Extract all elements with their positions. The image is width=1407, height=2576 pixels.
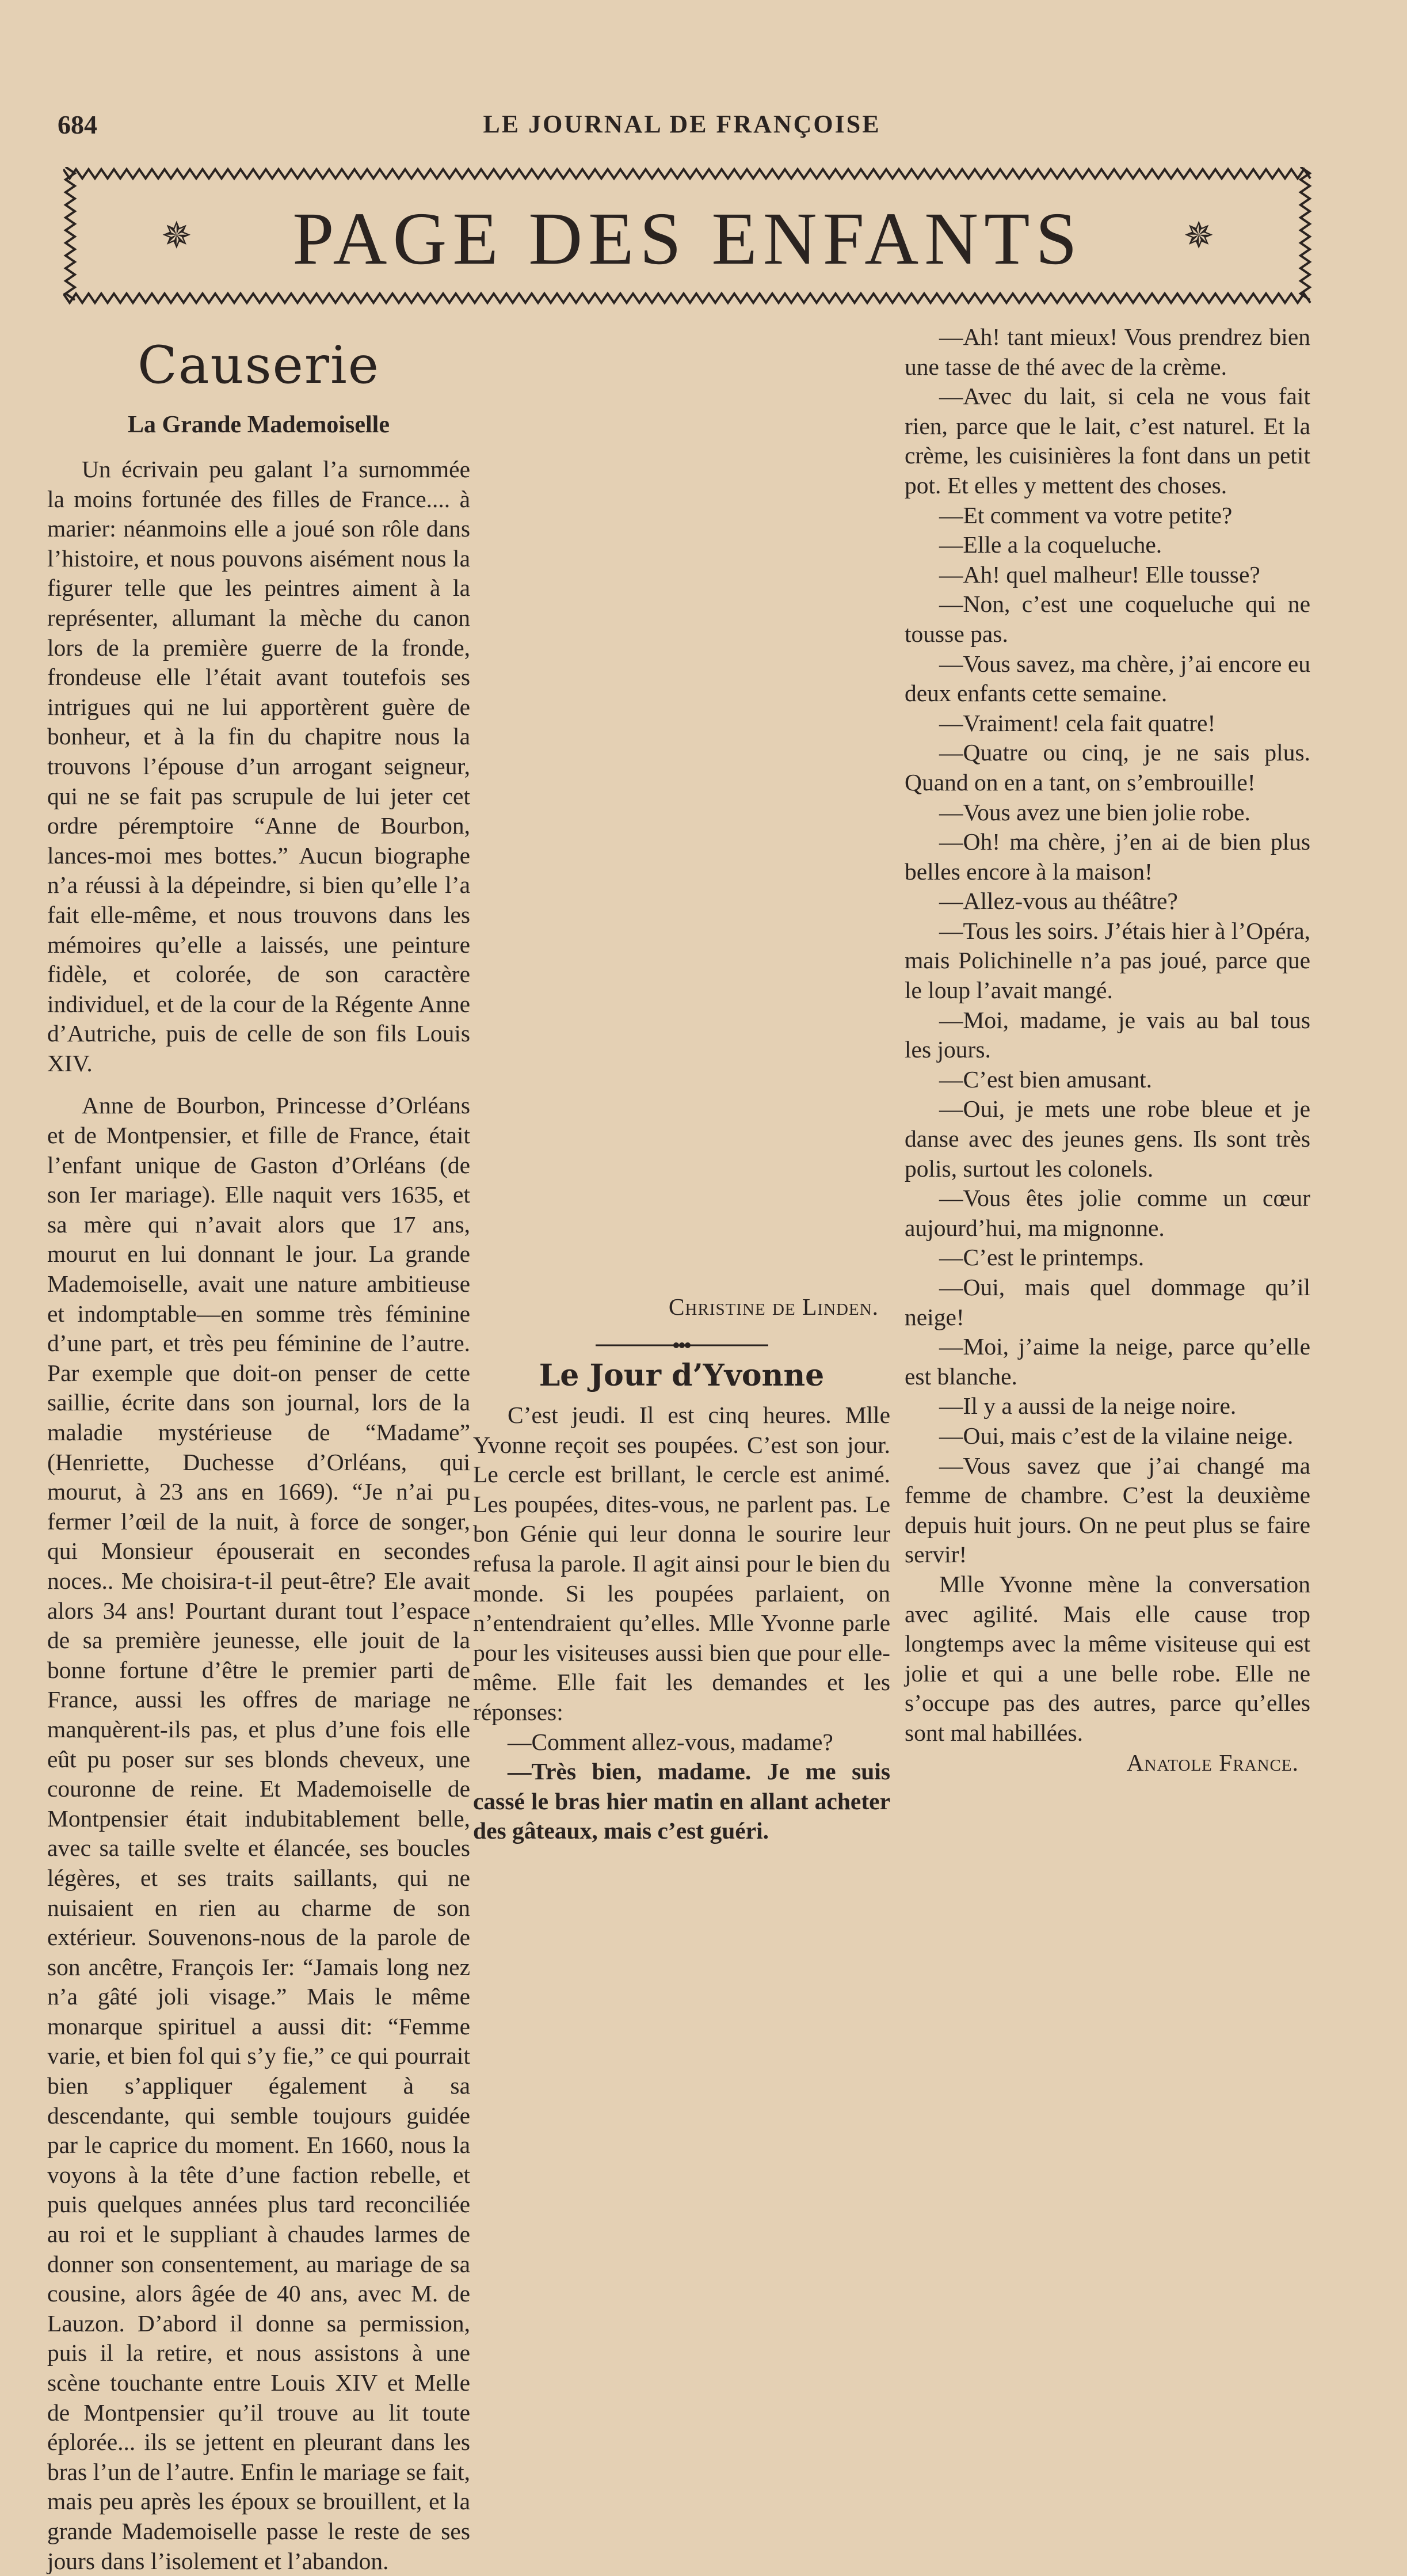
dialogue-line: —Vous savez, ma chère, j’ai encore eu deux enfants cette semaine. (905, 650, 1310, 707)
dialogue-line: —Elle a la coqueluche. (939, 531, 1162, 558)
separator-rule (596, 1340, 768, 1351)
dialogue-line: —C’est bien amusant. (939, 1066, 1152, 1093)
dialogue-line: —Oui, je mets une robe bleue et je danse avec des jeunes gens. Ils sont très polis, surtout les colonels. (905, 1095, 1310, 1182)
dialogue-line: —C’est le printemps. (939, 1244, 1145, 1271)
page-number: 684 (58, 110, 97, 139)
paragraph: Anne de Bourbon, Princesse d’Orléans et de Montpensier, et fille de France, était l’enfant unique de Gaston d’Orléans (de son Ier mariage). Elle naquit vers 1635, et sa mère qui n’avait alors que 17 ans, mourut en lui donnant le jour. La grande Mademoiselle, avait une nature ambitieuse et indomptable—en somme très féminine d’une part, et très peu féminine de l’autre. Par exemple que doit-on penser de cette saillie, écrite dans son journal, lors de la maladie mystérieuse de “Madame” (Henriette, Duchesse d’Orléans, qui mourut, à 23 ans en 1669). “Je n’ai pu fermer l’œil de la nuit, à force de songer, qui Monsieur épouserait en secondes noces.. Me choisira-t-il peut-être? Ele avait alors 34 ans! Pourtant durant tout l’espace de sa première jeunesse, elle jouit de la bonne fortune d’être le premier parti de France, aussi les offres de mariage ne manquèrent-ils pas, et plus d’une fois elle eût pu poser sur ses blonds cheveux, une couronne de reine. Et Mademoiselle de Montpensier était indubitablement belle, avec sa taille svelte et élancée, ses boucles légères, et ses traits saillants, qui ne nuisaient en rien au charme de son extérieur. Souvenons-nous de la parole de son ancêtre, François Ier: “Jamais long nez n’a gâté joli visage.” Mais le même monarque spirituel a aussi dit: “Femme varie, et bien fol qui s’y fie,” ce qui pourrait bien s’appliquer également à sa descendante, qui semble toujours guidée par le caprice du moment. En 1660, nous la voyons à la tête d’une faction rebelle, et puis quelques années plus tard reconciliée au roi et le suppliant à chaudes larmes de donner son consentement, au mariage de sa cousine, alors âgée de 40 ans, avec M. de Lauzon. D’abord il donne sa permission, puis il la retire, et nous assistons à une scène touchante entre Louis XIV et Melle de Montpensier qu’il trouve au lit toute éplorée... ils se jettent en pleurant dans les bras l’un de l’autre. Enfin le mariage se fait, mais peu après les époux se brouillent, et la grande Mademoiselle passe le reste de ses jours dans l’isolement et l’abandon. (47, 1092, 470, 2574)
dialogue-line: —Vous êtes jolie comme un cœur aujourd’hui, ma mignonne. (905, 1185, 1310, 1241)
dialogue-line: —Moi, j’aime la neige, parce qu’elle est blanche. (905, 1333, 1310, 1390)
section-title: PAGE DES ENFANTS (292, 197, 1083, 280)
paragraph: Un écrivain peu galant l’a surnommée la moins fortunée des filles de France.... à marier: néanmoins elle a joué son rôle dans l’histoire, et nous pouvons aisément nous la figurer telle que les peintres aiment à la représenter, allumant la mèche du canon lors de la première guerre de la fronde, frondeuse elle l’était avant toutefois ses intrigues qui ne lui apportèrent guère de bonheur, et à la fin du chapitre nous la trouvons l’épouse d’un arrogant seigneur, qui ne se fait pas scrupule de lui jeter cet ordre péremptoire “Anne de Bourbon, lances-moi mes bottes.” Aucun biographe n’a réussi à la dépeindre, si bien qu’elle l’a fait elle-même, et nous trouvons dans les mémoires qu’elle a laissés, une peinture fidèle, et colorée, de son caractère individuel, et de la cour de la Régente Anne d’Autriche, puis de celle de son fils Louis XIV. (47, 456, 470, 1076)
dialogue-line: —Il y a aussi de la neige noire. (939, 1392, 1237, 1420)
dialogue-line: —Ah! tant mieux! Vous prendrez bien une tasse de thé avec de la crème. (905, 324, 1310, 380)
dialogue-line: —Vous savez que j’ai changé ma femme de chambre. C’est la deuxième depuis huit jours. On ne peut plus se faire servir! (905, 1452, 1310, 1568)
dialogue-line: —Quatre ou cinq, je ne sais plus. Quand on en a tant, on s’embrouille! (905, 739, 1310, 796)
section-banner (63, 167, 1312, 305)
journal-title: LE JOURNAL DE FRANÇOISE (483, 110, 881, 138)
star-ornament-icon: ✵ (161, 215, 192, 257)
dialogue-line: —Et comment va votre petite? (939, 501, 1233, 528)
dialogue-line: —Comment allez-vous, madame? (508, 1728, 833, 1755)
dialogue-line: —Moi, madame, je vais au bal tous les jours. (905, 1006, 1310, 1063)
page-header (40, 109, 1324, 150)
column-left (47, 322, 470, 2574)
dialogue-line: —Allez-vous au théâtre? (939, 888, 1178, 915)
star-ornament-icon: ✵ (1183, 215, 1214, 257)
column-right (905, 322, 1310, 1923)
dialogue-line: —Tous les soirs. J’étais hier à l’Opéra, mais Polichinelle n’a pas joué, parce que le loup l’avait mangé. (905, 917, 1310, 1004)
signature-france: Anatole France. (1126, 1749, 1299, 1776)
dialogue-line: —Ah! quel malheur! Elle tousse? (939, 561, 1260, 588)
paragraph: Mlle Yvonne mène la conversation avec agilité. Mais elle cause trop longtemps avec la même visiteuse qui est jolie et qui a une belle robe. Elle ne s’occupe pas des autres, parce qu’elles sont mal habillées. (905, 1570, 1310, 1746)
dialogue-line: —Avec du lait, si cela ne vous fait rien, parce que le lait, c’est naturel. Et la crème, les cuisinières la font dans un petit pot. Et elles y mettent des choses. (905, 383, 1310, 499)
signature-linden: Christine de Linden. (668, 1293, 879, 1320)
paragraph: C’est jeudi. Il est cinq heures. Mlle Yvonne reçoit ses poupées. C’est son jour. Le cercle est brillant, le cercle est animé. Les poupées, dites-vous, ne parlent pas. Le bon Génie qui leur donna le sourire leur refusa la parole. Il agit ainsi pour le bien du monde. Si les poupées parlaient, on n’entendraient qu’elles. Mlle Yvonne parle pour les visiteuses aussi bien que pour elle-même. Elle fait les demandes et les réponses: (473, 1402, 890, 1725)
article-title-causerie: Causerie (138, 335, 380, 395)
dialogue-line: —Non, c’est une coqueluche qui ne tousse pas. (905, 591, 1310, 647)
column-middle (473, 322, 890, 1923)
dialogue-line: —Oui, mais quel dommage qu’il neige! (905, 1274, 1310, 1330)
dialogue-line: —Oh! ma chère, j’en ai de bien plus belles encore à la maison! (905, 828, 1310, 885)
article-subtitle: La Grande Mademoiselle (128, 412, 390, 438)
article-title-yvonne: Le Jour d’Yvonne (539, 1358, 825, 1393)
dialogue-line: —Vous avez une bien jolie robe. (939, 798, 1250, 825)
dialogue-line: —Oui, mais c’est de la vilaine neige. (939, 1422, 1294, 1449)
dialogue-line: —Vraiment! cela fait quatre! (939, 709, 1216, 736)
dialogue-line: —Très bien, madame. Je me suis cassé le bras hier matin en allant acheter des gâteaux, mais c’est guéri. (473, 1758, 890, 1844)
